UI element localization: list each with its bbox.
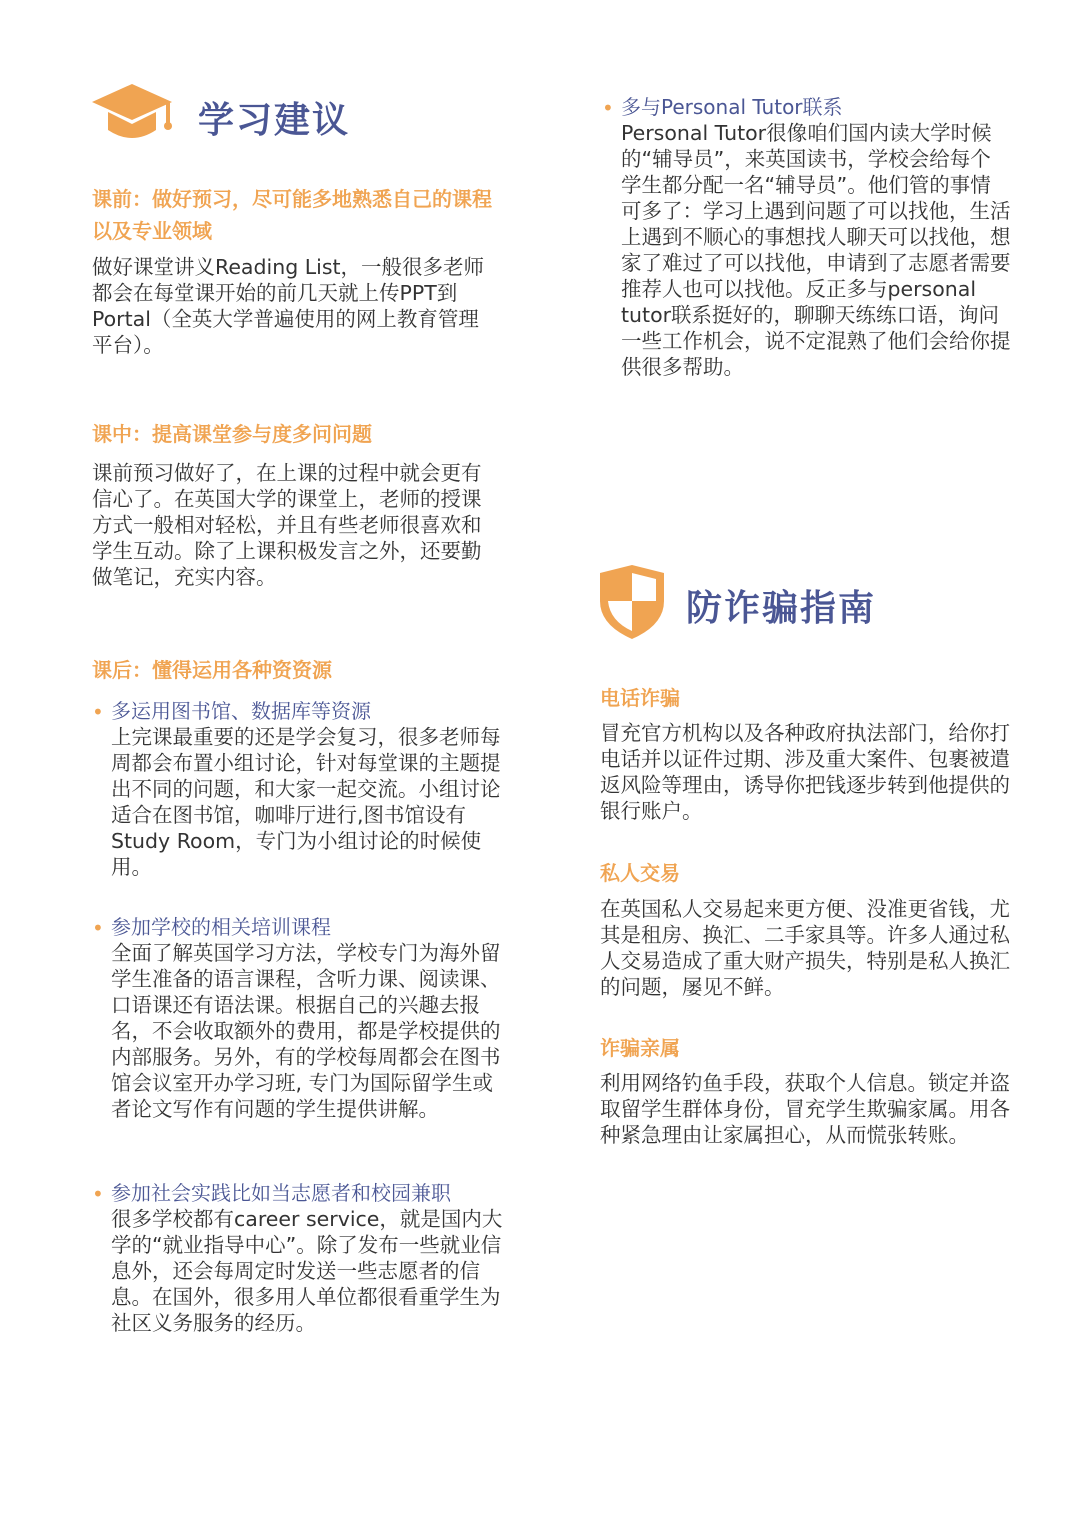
relatives-scam-heading: 诈骗亲属 bbox=[600, 1036, 680, 1060]
phone-scam-heading: 电话诈骗 bbox=[600, 686, 680, 710]
bullet-icon: • bbox=[92, 700, 104, 724]
before-class-heading: 课前：做好预习，尽可能多地熟悉自己的课程以及专业领域 bbox=[92, 187, 492, 243]
before-class-body: 做好课堂讲义Reading List，一般很多老师都会在每堂课开始的前几天就上传PPT到Portal（全英大学普遍使用的网上教育管理平台）。 bbox=[92, 255, 485, 357]
list-item-title: 参加学校的相关培训课程 bbox=[111, 915, 331, 939]
list-item-body: 上完课最重要的还是学会复习，很多老师每周都会布置小组讨论，针对每堂课的主题提出不同的问题，和大家一起交流。小组讨论适合在图书馆，咖啡厅进行,图书馆设有Study Room，专门为小组讨论的时候使用。 bbox=[111, 725, 501, 879]
during-class-heading: 课中：提高课堂参与度多问问题 bbox=[92, 422, 372, 446]
list-item-title: 多与Personal Tutor联系 bbox=[621, 95, 843, 119]
relatives-scam-body: 利用网络钓鱼手段，获取个人信息。锁定并盗取留学生群体身份，冒充学生欺骗家属。用各种紧急理由让家属担心，从而慌张转账。 bbox=[600, 1071, 1010, 1147]
list-item-body: 很多学校都有career service，就是国内大学的“就业指导中心”。除了发布一些就业信息外，还会每周定时发送一些志愿者的信息。在国外，很多用人单位都很看重学生为社区义务服务的经历。 bbox=[111, 1207, 503, 1335]
list-item bbox=[602, 94, 1011, 380]
bullet-icon: • bbox=[92, 1182, 104, 1206]
private-trade-heading: 私人交易 bbox=[600, 861, 680, 885]
list-item-body: 全面了解英国学习方法，学校专门为海外留学生准备的语言课程，含听力课、阅读课、口语课还有语法课。根据自己的兴趣去报名，不会收取额外的费用，都是学校提供的内部服务。另外，有的学校每周都会在图书馆会议室开办学习班, 专门为国际留学生或者论文写作有问题的学生提供讲解。 bbox=[111, 941, 501, 1121]
section-title-study: 学习建议 bbox=[198, 100, 351, 141]
shield-icon bbox=[598, 563, 666, 641]
during-class-body: 课前预习做好了，在上课的过程中就会更有信心了。在英国大学的课堂上，老师的授课方式一般相对轻松，并且有些老师很喜欢和学生互动。除了上课积极发言之外，还要勤做笔记，充实内容。 bbox=[92, 461, 482, 589]
list-item bbox=[92, 914, 506, 1122]
bullet-icon: • bbox=[602, 96, 614, 120]
section-title-anti-fraud: 防诈骗指南 bbox=[686, 588, 877, 629]
list-item-title: 多运用图书馆、数据库等资源 bbox=[111, 699, 371, 723]
list-item bbox=[92, 698, 506, 880]
list-item bbox=[92, 1180, 511, 1336]
graduation-cap-icon bbox=[90, 82, 174, 146]
bullet-icon: • bbox=[92, 916, 104, 940]
list-item-body: Personal Tutor很像咱们国内读大学时候的“辅导员”，来英国读书，学校会给每个学生都分配一名“辅导员”。他们管的事情可多了：学习上遇到问题了可以找他，生活上遇到不顺心的事想找人聊天可以找他，想家了难过了可以找他，申请到了志愿者需要推荐人也可以找他。反正多与personal tutor联系挺好的，聊聊天练练口语，询问一些工作机会，说不定混熟了他们会给你提供很多帮助。 bbox=[621, 121, 1011, 379]
list-item-title: 参加社会实践比如当志愿者和校园兼职 bbox=[111, 1181, 451, 1205]
after-class-heading: 课后：懂得运用各种资资源 bbox=[92, 658, 332, 682]
phone-scam-body: 冒充官方机构以及各种政府执法部门，给你打电话并以证件过期、涉及重大案件、包裹被遣返风险等理由，诱导你把钱逐步转到他提供的银行账户。 bbox=[600, 721, 1010, 823]
private-trade-body: 在英国私人交易起来更方便、没准更省钱，尤其是租房、换汇、二手家具等。许多人通过私人交易造成了重大财产损失，特别是私人换汇的问题，屡见不鲜。 bbox=[600, 897, 1010, 999]
